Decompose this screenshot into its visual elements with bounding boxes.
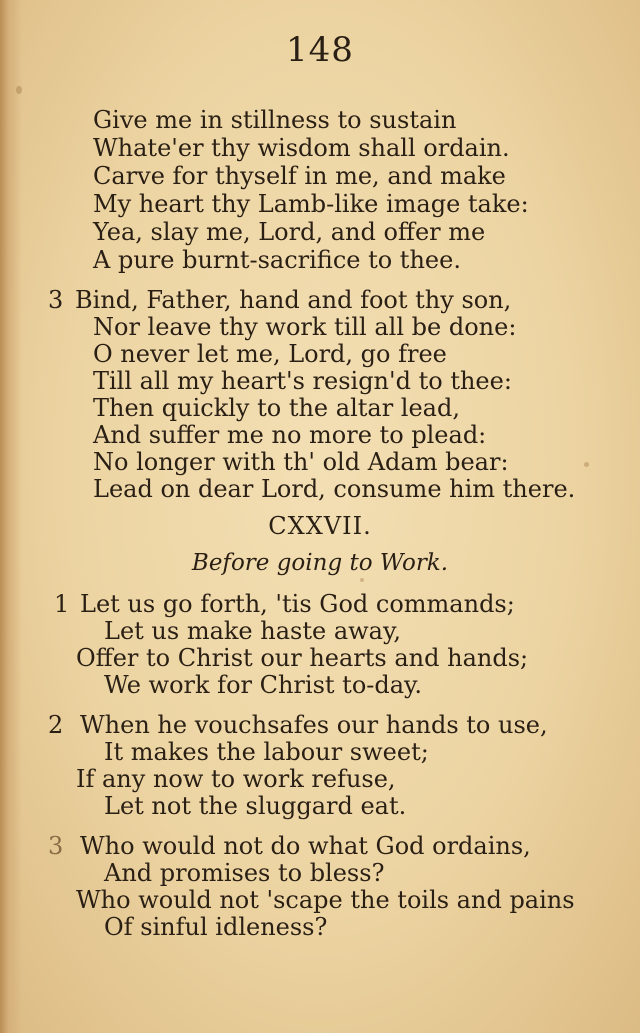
verse-line: A pure burnt-sacrifice to thee.: [93, 246, 461, 274]
verse-line: Let us go forth, 'tis God commands;: [80, 590, 515, 618]
verse-line: Of sinful idleness?: [104, 913, 328, 941]
verse-line: My heart thy Lamb-like image take:: [93, 190, 529, 218]
verse-number: 2: [48, 711, 64, 739]
verse-line: When he vouchsafes our hands to use,: [80, 711, 548, 739]
stanza-number: 3: [48, 286, 64, 314]
verse-line: Give me in stillness to sustain: [93, 106, 457, 134]
verse-line: Nor leave thy work till all be done:: [93, 313, 517, 341]
paper-foxing-spot: [16, 86, 22, 94]
verse-line: It makes the labour sweet;: [104, 738, 429, 766]
verse-line: Who would not 'scape the toils and pains: [76, 886, 575, 914]
verse-line: And suffer me no more to plead:: [93, 421, 487, 449]
verse-line: And promises to bless?: [104, 859, 385, 887]
verse-line: Then quickly to the altar lead,: [93, 394, 460, 422]
verse-number: 1: [54, 590, 70, 618]
paper-foxing-spot: [360, 578, 364, 582]
verse-line: Yea, slay me, Lord, and offer me: [93, 218, 486, 246]
hymn-number: CXXVII.: [268, 512, 372, 540]
verse-line: Lead on dear Lord, consume him there.: [93, 475, 576, 503]
verse-line: Carve for thyself in me, and make: [93, 162, 506, 190]
verse-line: No longer with th' old Adam bear:: [93, 448, 509, 476]
verse-line: We work for Christ to-day.: [104, 671, 423, 699]
page-number: 148: [286, 30, 354, 70]
verse-line: Till all my heart's resign'd to thee:: [93, 367, 512, 395]
verse-line: Let us make haste away,: [104, 617, 401, 645]
verse-line: Bind, Father, hand and foot thy son,: [75, 286, 512, 314]
verse-line: Whate'er thy wisdom shall ordain.: [93, 134, 510, 162]
verse-line: O never let me, Lord, go free: [93, 340, 447, 368]
paper-foxing-spot: [584, 462, 589, 467]
verse-number: 3: [48, 832, 64, 860]
hymn-title: Before going to Work.: [191, 550, 449, 576]
verse-line: Who would not do what God ordains,: [80, 832, 531, 860]
verse-line: Offer to Christ our hearts and hands;: [76, 644, 529, 672]
verse-line: Let not the sluggard eat.: [104, 792, 407, 820]
verse-line: If any now to work refuse,: [76, 765, 396, 793]
